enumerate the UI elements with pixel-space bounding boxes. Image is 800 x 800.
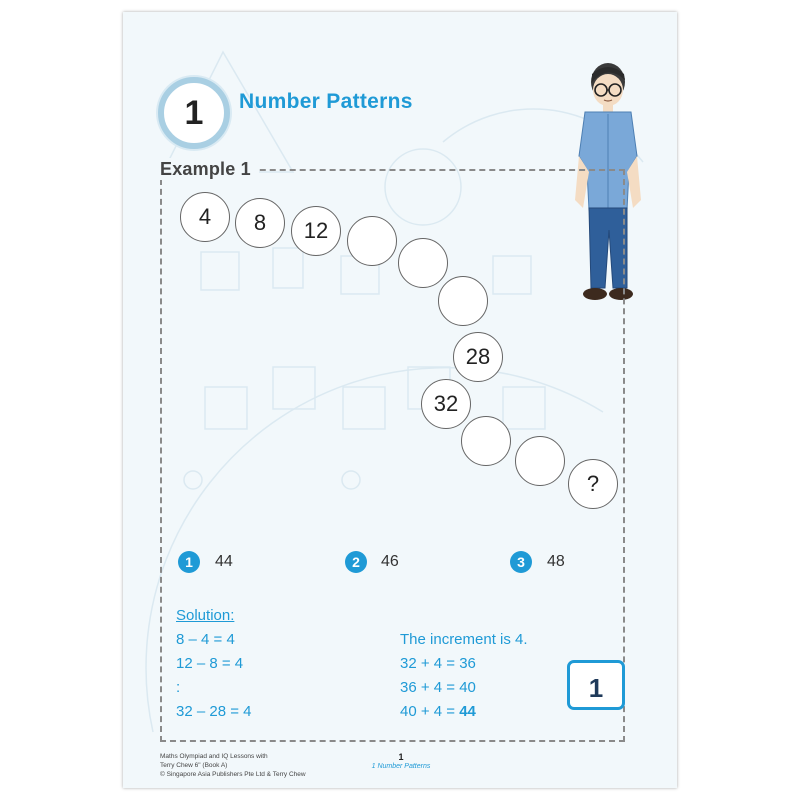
sequence-circle: 28 [453, 332, 503, 382]
solution-step: 36 + 4 = 40 [400, 679, 476, 696]
sequence-circle: 4 [180, 192, 230, 242]
solution-step: 32 + 4 = 36 [400, 655, 476, 672]
answer-box: 1 [567, 660, 625, 710]
solution-right [400, 628, 528, 724]
final-step-prefix: 40 + 4 = [400, 703, 460, 720]
solution-step: 8 – 4 = 4 [176, 631, 235, 648]
solution-step: : [176, 679, 181, 696]
footer-page-info [351, 752, 451, 772]
option-2-badge: 2 [345, 551, 367, 573]
solution-step: 32 – 28 = 4 [176, 703, 252, 720]
option-1-badge: 1 [178, 551, 200, 573]
option-1-value: 44 [215, 553, 233, 570]
sequence-circle [461, 416, 511, 466]
final-step [400, 700, 528, 724]
option-3-badge: 3 [510, 551, 532, 573]
workbook-page [123, 12, 677, 788]
footer-book-line2: Terry Chew 6" (Book A) [160, 762, 228, 769]
sequence-circle: 12 [291, 206, 341, 256]
sequence-circle: ? [568, 459, 618, 509]
footer-copyright: © Singapore Asia Publishers Pte Ltd & Terry Chew [160, 771, 306, 778]
example-label: Example 1 [156, 158, 259, 180]
solution-title: Solution: [176, 607, 235, 624]
page-number: 1 [398, 752, 404, 762]
sequence-circle [347, 216, 397, 266]
option-2-value: 46 [381, 553, 399, 570]
final-answer: 44 [459, 703, 476, 720]
solution-left [176, 604, 251, 724]
sequence-circle: 32 [421, 379, 471, 429]
sequence-circle [515, 436, 565, 486]
chapter-number: 1 [184, 94, 204, 132]
option-3-value: 48 [547, 553, 565, 570]
section-name: 1 Number Patterns [371, 763, 431, 770]
footer-book-line1: Maths Olympiad and IQ Lessons with [160, 753, 268, 760]
sequence-circle: 8 [235, 198, 285, 248]
sequence-circle [438, 276, 488, 326]
chapter-title: Number Patterns [239, 90, 413, 113]
sequence-circle [398, 238, 448, 288]
footer-book-info [160, 752, 306, 779]
increment-statement: The increment is 4. [400, 631, 528, 648]
solution-step: 12 – 8 = 4 [176, 655, 244, 672]
